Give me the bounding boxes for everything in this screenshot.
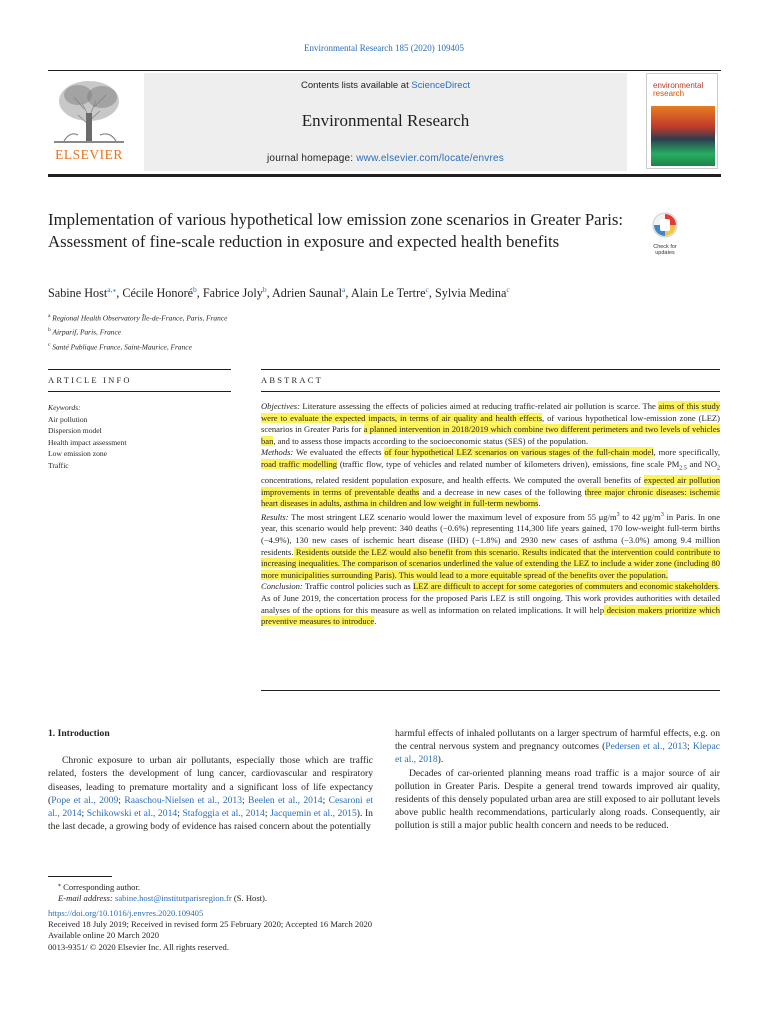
affiliation-line [48, 339, 448, 353]
citation-link[interactable]: Raaschou-Nielsen et al., 2013 [124, 794, 243, 806]
corresponding-author-note: ⁎ Corresponding author. [58, 881, 141, 892]
body-text-run: ; [242, 794, 249, 806]
author-email-link[interactable]: sabine.host@institutparisregion.fr [114, 893, 232, 904]
conclusion-label: Conclusion: [261, 581, 303, 592]
abstract-text-run: in Paris. In one year, this scenario would help prevent: 340 deaths (−0.6%) representing 114,300 life years gained, 170 low-weight full-term births (−4.9%), 130 new cases of ischemic heart disease (IHD) (−1.8%) and 2930 new cases of asthma (−3.0%) among 9.4 million residents. [261, 511, 721, 557]
abstract-text-run: . [538, 498, 541, 509]
keyword-item: Air pollution [48, 414, 88, 424]
abstract-text-run: , of various hypothetical low-emission zone (LEZ) scenarios in Greater Paris for [261, 412, 720, 435]
affiliation-text: Airparif, Paris, France [50, 327, 122, 337]
received-dates: Received 18 July 2019; Received in revised form 25 February 2020; Accepted 16 March 2020 [48, 919, 373, 930]
introduction-paragraph-1-cont [395, 727, 720, 767]
citation-link[interactable]: Jacquemin et al., 2015 [270, 808, 357, 820]
abstract-text-run: and NO [686, 458, 717, 469]
abstract-conclusion [261, 581, 720, 627]
copyright: 0013-9351/ © 2020 Elsevier Inc. All rights reserved. [48, 941, 229, 952]
abstract-results [261, 510, 720, 581]
author-separator: , [116, 286, 123, 300]
body-column-left [48, 727, 373, 833]
journal-cover-thumbnail[interactable] [646, 73, 718, 169]
citation-link[interactable]: Cesaroni et al., 2014 [48, 794, 373, 820]
affiliation-text: Santé Publique France, Saint-Maurice, France [50, 342, 192, 352]
masthead-banner [144, 73, 627, 171]
affiliation-mark: a [48, 313, 51, 319]
abstract-heading: ABSTRACT [261, 375, 323, 385]
masthead-rule [48, 174, 721, 177]
author-separator: , [428, 286, 435, 300]
highlighted-text: in terms of preventable deaths [309, 486, 420, 497]
highlighted-text: road traffic modelling [261, 458, 338, 469]
homepage-line [144, 153, 627, 164]
abstract-text-run: Traffic control policies such as [302, 581, 413, 592]
affiliation-line [48, 310, 448, 324]
body-text-run: ; [177, 808, 183, 820]
cover-title: environmental research [653, 81, 704, 98]
abstract-text-run: Literature assessing the effects of policies aimed at reducing traffic-related air pollution is scarce. The [299, 401, 659, 411]
keywords-block [48, 402, 228, 471]
highlighted-text: expected air pollution improvements [261, 475, 720, 497]
highlighted-text: three major chronic diseases: ischemic heart diseases in adults, asthma in children and low weight in full-term newborns [261, 486, 721, 509]
author-list [48, 286, 728, 301]
author-affiliation-mark[interactable]: a,⁎ [107, 284, 117, 294]
abstract-text-run: 3 [616, 512, 620, 519]
abstract-text-run: and a decrease in new cases of the following [419, 486, 585, 497]
abstract-objectives [261, 401, 720, 447]
author-affiliation-mark[interactable]: c [506, 284, 510, 294]
abstract-text [261, 401, 720, 628]
results-label: Results: [261, 511, 289, 522]
keyword-item: Low emission zone [48, 449, 108, 458]
body-text-run: ; [322, 794, 329, 806]
article-info-heading: ARTICLE INFO [48, 375, 132, 385]
keywords-list [48, 414, 228, 472]
abstract-text-run: concentrations, related resident population exposure, and health effects. We computed the overall benefits of [261, 475, 645, 486]
affiliations [48, 310, 448, 353]
body-text-run: ; [687, 741, 693, 753]
elsevier-logo[interactable] [48, 75, 130, 167]
methods-label: Methods: [261, 447, 294, 458]
sciencedirect-link[interactable]: ScienceDirect [411, 80, 470, 91]
journal-homepage-link[interactable]: www.elsevier.com/locate/envres [356, 153, 504, 164]
introduction-paragraph-2: Decades of car-oriented planning means road traffic is a major source of air pollution in Greater Paris. Despite a general trend towards improved air quality, residents of this densely populated urban area are still exposed to air pollutant levels above public health recommendations, particularly along roads. Consequently, air pollution is still a major public health concern and needs to be reduced. [395, 767, 720, 832]
abstract-text-run: We evaluated the effects [293, 447, 385, 458]
author-affiliation-mark[interactable]: c [425, 284, 429, 294]
highlighted-text: of four hypothetical LEZ scenarios on various stages of the full-chain model [384, 447, 654, 458]
author-separator: , [345, 286, 351, 300]
citation-link[interactable]: Klepac et al., 2018 [395, 741, 720, 766]
highlighted-text: aims of this study were to evaluate the expected impacts, in terms of air quality and health effects [261, 401, 721, 423]
abstract-text-run: (traffic flow, type of vehicles and related number of kilometers driven), emissions, fine scale PM [337, 458, 680, 469]
abstract-rule [261, 369, 720, 370]
abstract-bottom-rule [261, 690, 720, 691]
affiliation-mark: b [48, 327, 51, 334]
doi-link[interactable]: https://doi.org/10.1016/j.envres.2020.109405 [48, 907, 204, 918]
introduction-heading: 1. Introduction [48, 728, 110, 739]
footnote-rule [48, 876, 112, 877]
body-column-right [395, 727, 720, 833]
abstract-text-run: 2 [717, 465, 720, 472]
objectives-label: Objectives: [261, 401, 300, 411]
available-online: Available online 20 March 2020 [48, 930, 160, 941]
abstract-text-run: 3 [660, 512, 664, 519]
contents-prefix: Contents lists available at [301, 80, 412, 91]
body-text-run: ; [81, 808, 87, 820]
article-info-rule-2 [48, 391, 231, 392]
author-name[interactable]: Alain Le Tertre [350, 286, 426, 300]
author-separator: , [266, 286, 272, 300]
footnotes [48, 880, 448, 953]
abstract-text-run: , more specifically, [653, 447, 720, 458]
affiliation-mark: c [48, 341, 51, 348]
publication-info [48, 908, 448, 954]
author-name[interactable]: Adrien Saunal [271, 286, 343, 300]
abstract-rule-2 [261, 391, 720, 392]
body-text-run: Chronic exposure to urban air pollutants, especially those which are traffic related, fosters the development of lung cancer, cardiovascular and respiratory diseases, leading to premature mortality and a significant loss of life expectancy ( [48, 755, 373, 806]
elsevier-tree-icon [48, 75, 130, 145]
citation-link[interactable]: Schikowski et al., 2014 [86, 808, 178, 820]
contents-line [144, 80, 627, 91]
keyword-item: Health impact assessment [48, 437, 127, 447]
journal-masthead [48, 70, 721, 170]
introduction-paragraph-1 [48, 754, 373, 833]
affiliation-line [48, 324, 448, 338]
abstract-text-run: , and to assess those impacts according to the socioeconomic status (SES) of the population. [273, 435, 589, 446]
author-affiliation-mark[interactable]: b [262, 284, 267, 294]
citation-link[interactable]: Beelen et al., 2014 [248, 794, 323, 806]
body-text-run: ; [118, 794, 125, 806]
abstract-text-run: . [374, 616, 377, 627]
keyword-item: Dispersion model [48, 426, 102, 435]
highlighted-text: Residents outside the LEZ would also benefit from this scenario. Results indicated that the intervention could contribute to increasing inequalities. The comparison of scenarios underlined the value of extending the LEZ to include a wider zone (including 80 more municipalities surrounding Paris). This would lead to a more equitable spread of the benefits over the population. [261, 546, 720, 580]
article-title: Implementation of various hypothetical low emission zone scenarios in Greater Paris: Assessment of fine-scale reduction in exposure and expected health benefits [48, 210, 624, 251]
affiliation-text: Regional Health Observatory Île-de-France, Paris, France [50, 313, 228, 323]
journal-title: Environmental Research [301, 111, 470, 130]
article-info-rule [48, 369, 231, 370]
body-text-run: ; [264, 808, 271, 820]
author-separator: , [196, 286, 203, 300]
cover-artwork [651, 106, 715, 166]
highlighted-text: a planned intervention in 2018/2019 which combine two different perimeters and two levels of vehicles ban [261, 424, 721, 446]
body-text-run: harmful effects of inhaled pollutants on a larger spectrum of harmful effects, e.g. on the central nervous system and pregnancy outcomes ( [395, 728, 720, 753]
citation-link[interactable]: Pope et al., 2009 [51, 794, 119, 806]
abstract-text-run: The most stringent LEZ scenario would lower the maximum level of exposure from 55 μg/m [288, 511, 617, 522]
journal-citation[interactable]: Environmental Research 185 (2020) 109405 [304, 43, 464, 53]
highlighted-text: LEZ are difficult to accept for some categories of commuters and economic stakeholders [412, 581, 718, 592]
abstract-methods [261, 447, 720, 510]
citation-link[interactable]: Pedersen et al., 2013 [605, 741, 688, 753]
highlighted-text: decision makers prioritize which preventive measures to introduce [261, 604, 720, 627]
abstract-text-run: 2.5 [679, 465, 687, 472]
email-note: E-mail address: sabine.host@institutparisregion.fr (S. Host). [58, 893, 268, 904]
author-affiliation-mark[interactable]: b [193, 284, 197, 294]
crossmark-label: Check for updates [653, 244, 677, 256]
body-text-run: ). [437, 754, 444, 766]
author-name[interactable]: Cécile Honoré [122, 286, 194, 300]
body-text-run: ). In the last decade, a growing body of evidence has raised concern about the potentially [48, 808, 373, 833]
author-name[interactable]: Sabine Host [48, 286, 108, 300]
author-name[interactable]: Sylvia Medina [434, 286, 507, 300]
crossmark-icon [645, 211, 685, 239]
keyword-item: Traffic [48, 460, 69, 470]
citation-link[interactable]: Stafoggia et al., 2014 [182, 808, 265, 820]
keywords-label: Keywords: [48, 403, 81, 412]
check-for-updates-badge[interactable] [645, 211, 685, 256]
homepage-prefix: journal homepage: [267, 153, 357, 164]
abstract-text-run: . As of June 2019, the concertation process for the proposed Paris LEZ is still ongoing. This work provides authorities with detailed analyses of the options for this measure as well as information on related implications. It will help [261, 581, 720, 615]
elsevier-wordmark: ELSEVIER [55, 147, 123, 162]
abstract-text-run: to 42 μg/m [619, 511, 661, 522]
author-affiliation-mark[interactable]: a [342, 284, 346, 294]
author-name[interactable]: Fabrice Joly [202, 286, 263, 300]
